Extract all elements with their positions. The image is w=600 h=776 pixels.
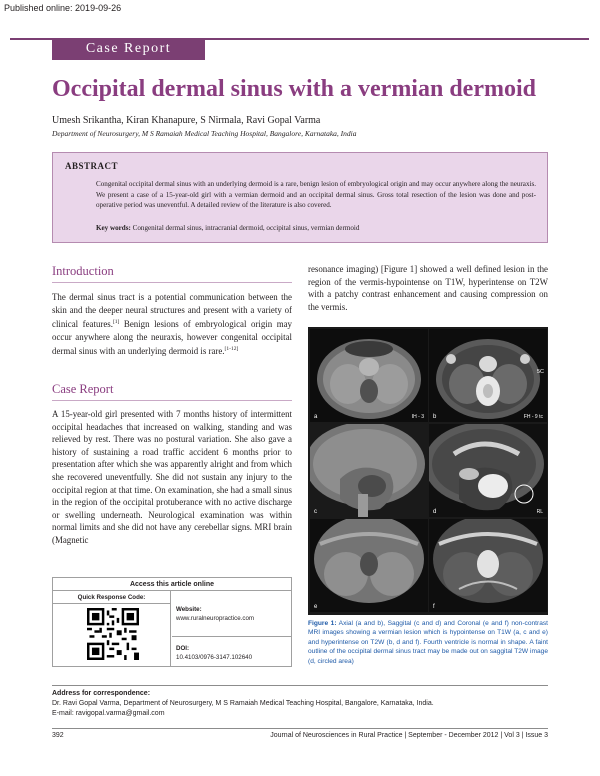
case-report-continuation: resonance imaging) [Figure 1] showed a well defined lesion in the region of the vermis-hypointense on T1W, hyperintense on T2W with a patchy contrast enhancement and causing compression on the vermis.	[308, 264, 548, 312]
citation-1[interactable]: [1]	[112, 319, 120, 326]
page-number: 392	[52, 732, 64, 739]
intro-text-a: The dermal sinus tract is a potential communication between the skin and the deeper neural structures and present with a variety of clinical features.	[52, 292, 292, 330]
correspondence-email[interactable]: E-mail: ravigopal.varma@gmail.com	[52, 710, 165, 717]
figure-panel-c	[310, 424, 428, 517]
website-label: Website:	[176, 606, 202, 613]
doi-link[interactable]: 10.4103/0976-3147.102640	[176, 654, 253, 661]
journal-citation: Journal of Neurosciences in Rural Practice | September - December 2012 | Vol 3 | Issue 3	[270, 732, 548, 739]
intro-text-b: Benign lesions of embryological origin may occur anywhere along the neuraxis, however congenital occipital dermal sinus with an underlying dermoid is rare.	[52, 319, 292, 357]
case-report-paragraph: A 15-year-old girl presented with 7 months history of intermittent occipital headaches that increased on walking, standing and was relieved by rest. There was no postural variation. She also gave a history of sustaining a road traffic accident 6 months prior to presentation after which she was apparently alright and from which she recovered uneventfully. She did not sustain any injury to the occipital region at that time. On examination, she had a small sinus in the region of the occipital protuberance with no active discharge or swelling underneath. Neurological examination was within normal limits and she did not have any cerebellar signs. MRI brain (Magnetic	[52, 409, 292, 545]
introduction-heading: Introduction	[52, 264, 114, 278]
keywords	[96, 224, 536, 232]
figure-panel-e	[310, 519, 428, 612]
correspondence-heading: Address for correspondence:	[52, 690, 151, 697]
figure-1-caption	[308, 619, 548, 666]
mri-axial-t2	[429, 329, 547, 422]
citation-1-12[interactable]: [1-12]	[224, 346, 239, 353]
case-report-rule	[52, 400, 292, 401]
website-link[interactable]: www.ruralneuropractice.com	[176, 615, 255, 622]
figure-panel-a	[310, 329, 428, 422]
mri-coronal-t2	[429, 519, 547, 612]
header-rule-left	[10, 38, 52, 40]
panel-label-c: c	[314, 509, 317, 515]
mri-coronal-t1	[310, 519, 428, 612]
footer-rule	[52, 728, 548, 729]
panel-tag-d: RL	[536, 509, 543, 515]
mri-sagittal-t2	[429, 424, 547, 517]
panel-b-side-label: 5C	[536, 369, 544, 375]
author-list: Umesh Srikantha, Kiran Khanapure, S Nirmala, Ravi Gopal Varma	[52, 115, 321, 126]
abstract-box	[52, 152, 548, 243]
panel-tag-a: IH - 3	[411, 414, 424, 420]
figure-1	[308, 327, 548, 615]
panel-tag-b: FH - 9 tc	[523, 414, 543, 420]
abstract-text: Congenital occipital dermal sinus with an underlying dermoid is a rare, benign lesion of embryological origin and may occur anywhere along the neuraxis. We present a case of a 15-year-old girl with a vermian dermoid and an occipital dermal sinus. Gross total resection of the lesion was done and post-operative period was uneventful. A detailed review of the literature is also covered.	[96, 180, 536, 210]
published-online-stamp: Published online: 2019-09-26	[4, 3, 122, 13]
header-rule-right	[205, 38, 589, 40]
mri-axial-t1	[310, 329, 428, 422]
correspondence-rule	[52, 685, 548, 686]
section-banner: Case Report	[52, 38, 205, 60]
introduction-rule	[52, 282, 292, 283]
doi-label: DOI:	[176, 645, 190, 652]
panel-label-f: f	[433, 604, 435, 610]
keywords-label: Key words:	[96, 224, 131, 232]
figure-panel-d	[429, 424, 547, 517]
correspondence-address: Dr. Ravi Gopal Varma, Department of Neurosurgery, M S Ramaiah Medical Teaching Hospital, Bangalore, Karnataka, India.	[52, 700, 434, 707]
access-divider	[172, 636, 291, 637]
keywords-value: Congenital dermal sinus, intracranial dermoid, occipital sinus, vermian dermoid	[132, 224, 360, 232]
affiliation: Department of Neurosurgery, M S Ramaiah Medical Teaching Hospital, Bangalore, Karnataka, India	[52, 129, 357, 138]
access-online-box	[52, 577, 292, 667]
qr-label: Quick Response Code:	[53, 591, 171, 604]
panel-label-e: e	[314, 604, 318, 610]
case-report-heading: Case Report	[52, 382, 114, 396]
article-title: Occipital dermal sinus with a vermian dermoid	[52, 76, 536, 102]
mri-sagittal-t1	[310, 424, 428, 517]
access-title: Access this article online	[53, 578, 291, 591]
introduction-paragraph	[52, 291, 292, 358]
abstract-heading: ABSTRACT	[65, 161, 119, 171]
qr-area	[53, 604, 171, 666]
figure-1-caption-text: Axial (a and b), Saggital (c and d) and Coronal (e and f) non-contrast MRI images showing a vermian lesion which is hypointense on T1W (a, c and e) and hyperintense on T2W (b, d and f). Fourth ventricle is normal in shape. A faint outline of the occipital dermal sinus tract may be made out on saggital T2W image (d, circled area)	[308, 620, 548, 665]
panel-label-d: d	[433, 509, 437, 515]
figure-1-caption-label: Figure 1:	[308, 620, 337, 627]
figure-panel-b	[429, 329, 547, 422]
panel-label-b: b	[433, 414, 437, 420]
qr-code-icon[interactable]	[87, 608, 139, 660]
figure-panel-f	[429, 519, 547, 612]
panel-label-a: a	[314, 414, 318, 420]
